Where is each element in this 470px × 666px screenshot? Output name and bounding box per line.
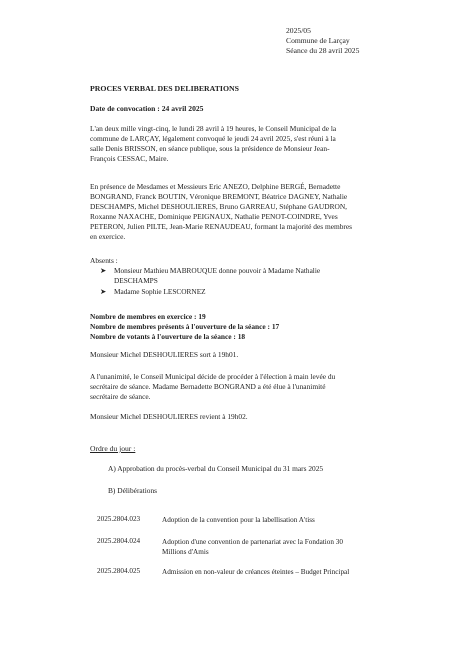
- count-present: Nombre de membres présents à l'ouverture de la séance : 17: [90, 322, 280, 331]
- agenda-item-a: A) Approbation du procès-verbal du Conseil Municipal du 31 mars 2025: [108, 464, 324, 473]
- intro-line: salle Denis BRISSON, en séance publique, sous la présidence de Monsieur Jean-: [90, 144, 330, 153]
- header-ref: 2025/05: [286, 26, 311, 35]
- intro-line: François CESSAC, Maire.: [90, 154, 169, 163]
- deliberation-title: Adoption d'une convention de partenariat avec la Fondation 30: [162, 538, 343, 546]
- deliberation-title-cont: Millions d'Amis: [162, 548, 209, 556]
- intro-line: commune de LARÇAY, légalement convoqué le jeudi 24 avril 2025, s'est réuni à la: [90, 134, 336, 143]
- absent-item: [100, 287, 206, 297]
- deliberation-code: 2025.2804.024: [97, 537, 141, 545]
- return-note: Monsieur Michel DESHOULIERES revient à 19h02.: [90, 412, 248, 421]
- absent-text: Monsieur Mathieu MABROUQUE donne pouvoir à Madame Nathalie: [114, 266, 321, 275]
- arrow-bullet-icon: ➤: [100, 287, 107, 296]
- document-title: PROCES VERBAL DES DELIBERATIONS: [90, 84, 239, 93]
- convocation-date: Date de convocation : 24 avril 2025: [90, 104, 204, 113]
- count-members: Nombre de membres en exercice : 19: [90, 312, 206, 321]
- header-commune: Commune de Larçay: [286, 36, 350, 45]
- presence-line: PETERON, Julien PILTE, Jean-Marie RENAUDEAU, formant la majorité des membres: [90, 222, 353, 231]
- secretary-line: secrétaire de séance.: [90, 392, 151, 401]
- deliberation-title: Admission en non-valeur de créances éteintes – Budget Principal: [162, 568, 350, 576]
- presence-line: DESCHAMPS, Michel DESHOULIERES, Bruno GARREAU, Stéphane GAUDRON,: [90, 202, 348, 211]
- absent-item: [100, 266, 320, 276]
- agenda-heading: Ordre du jour :: [90, 444, 136, 453]
- header-seance: Séance du 28 avril 2025: [286, 46, 360, 55]
- secretary-line: A l'unanimité, le Conseil Municipal décide de procéder à l'élection à main levée du: [90, 372, 336, 381]
- secretary-line: secrétaire de séance. Madame Bernadette BONGRAND a été élue à l'unanimité: [90, 382, 326, 391]
- deliberation-code: 2025.2804.023: [97, 515, 141, 523]
- deliberation-code: 2025.2804.025: [97, 567, 141, 575]
- presence-line: Roxanne NAXACHE, Dominique PEIGNAUX, Nathalie PENOT-COINDRE, Yves: [90, 212, 338, 221]
- absent-text: Madame Sophie LESCORNEZ: [114, 287, 206, 296]
- presence-line: En présence de Mesdames et Messieurs Eric ANEZO, Delphine BERGÉ, Bernadette: [90, 182, 341, 191]
- deliberation-title: Adoption de la convention pour la labellisation A'tiss: [162, 516, 315, 524]
- presence-line: en exercice.: [90, 232, 126, 241]
- arrival-note: Monsieur Michel DESHOULIERES sort à 19h01.: [90, 350, 239, 359]
- intro-line: L'an deux mille vingt-cinq, le lundi 28 avril à 19 heures, le Conseil Municipal de la: [90, 124, 337, 133]
- agenda-item-b: B) Délibérations: [108, 486, 158, 495]
- absent-text-cont: DESCHAMPS: [114, 276, 158, 285]
- count-voters: Nombre de votants à l'ouverture de la séance : 18: [90, 332, 246, 341]
- arrow-bullet-icon: ➤: [100, 266, 107, 275]
- presence-line: BONGRAND, Franck BOUTIN, Véronique BREMONT, Béatrice DAGNEY, Nathalie: [90, 192, 348, 201]
- absents-label: Absents :: [90, 256, 118, 265]
